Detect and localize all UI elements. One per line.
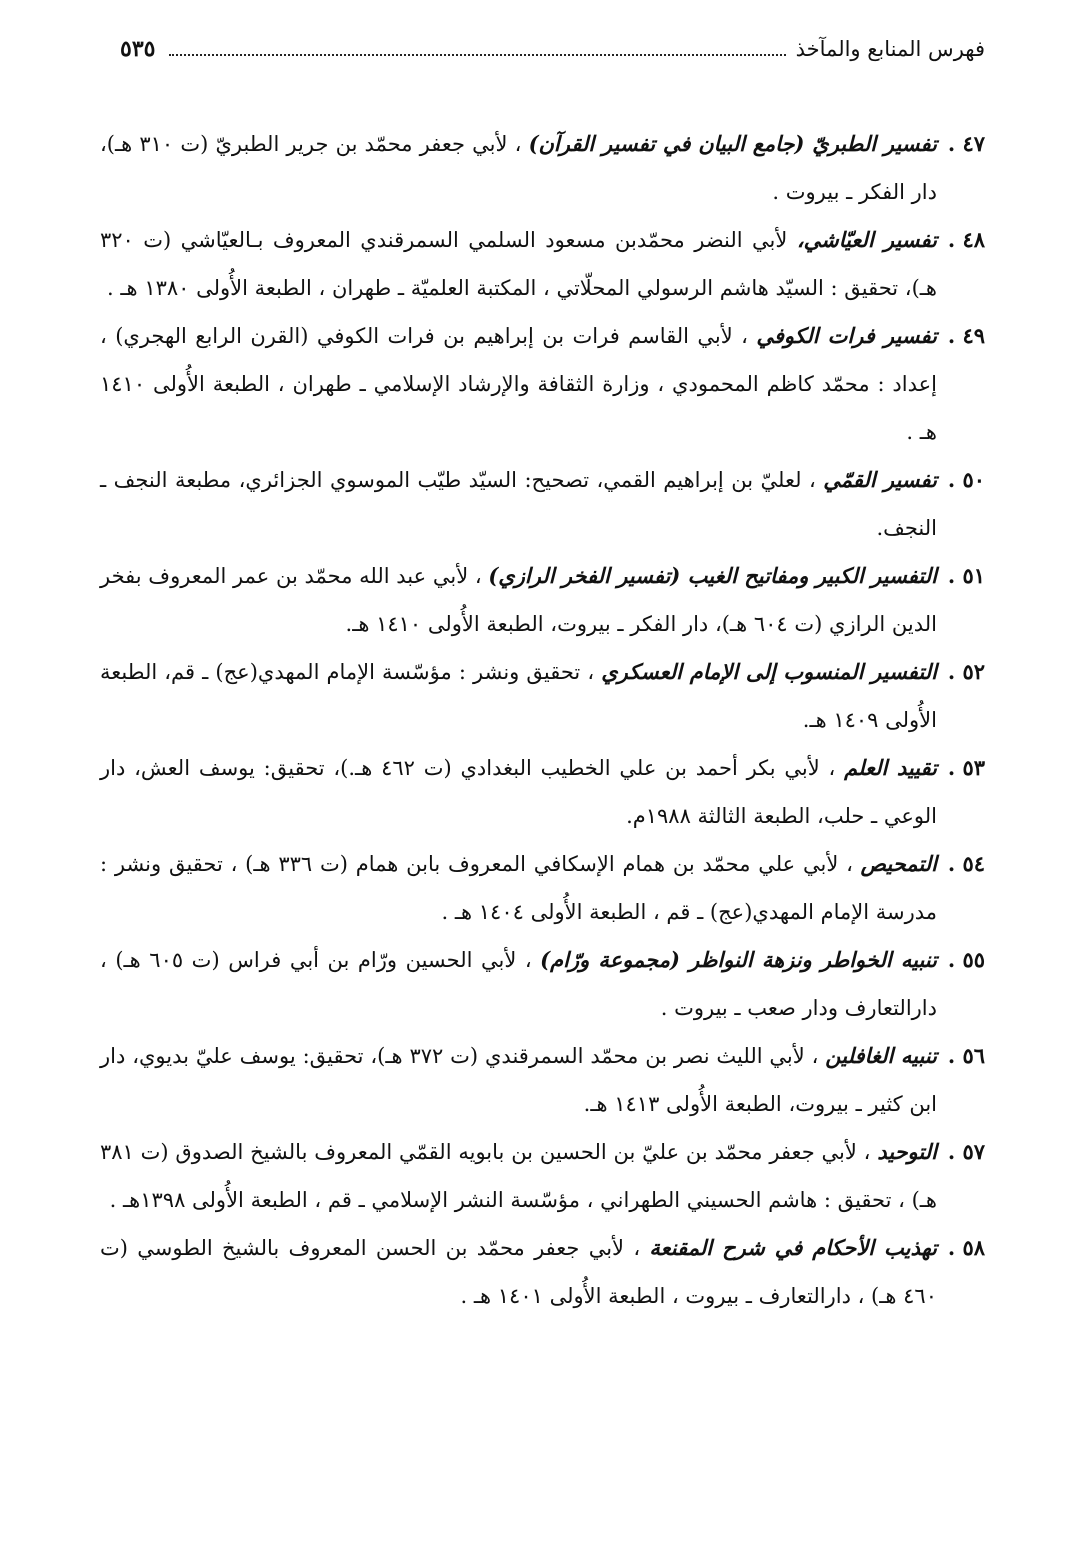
entry-number: ٥٢ . — [947, 659, 985, 684]
bibliography-entry — [100, 648, 985, 744]
entry-text: ، لأبي عبد الله محمّد بن عمر المعروف بفخر الدين الرازي (ت ٦٠٤ هـ)، دار الفكر ـ بيروت، الطبعة الأُولى ١٤١٠ هـ. — [100, 564, 937, 636]
entry-number: ٥٦ . — [947, 1043, 985, 1068]
entry-number: ٥٤ . — [947, 851, 985, 876]
entry-number: ٥٣ . — [947, 755, 985, 780]
entry-number: ٤٨ . — [947, 227, 985, 252]
bibliography-entry — [100, 120, 985, 216]
entry-body — [100, 1032, 937, 1128]
bibliography-entry — [100, 840, 985, 936]
entry-body — [100, 120, 937, 216]
entry-text: ، لأبي جعفر محمّد بن الحسن المعروف بالشيخ الطوسي (ت ٤٦٠ هـ) ، دارالتعارف ـ بيروت ، الطبعة الأُولى ١٤٠١ هـ . — [100, 1236, 937, 1308]
entry-text: ، تحقيق ونشر : مؤسّسة الإمام المهدي(عج) ـ قم، الطبعة الأُولى ١٤٠٩ هـ. — [100, 660, 937, 732]
bibliography-entry — [100, 1224, 985, 1320]
bibliography-entry — [100, 936, 985, 1032]
page-number: ٥٣٥ — [120, 36, 156, 62]
entry-title: التوحيد — [877, 1139, 937, 1164]
entry-body — [100, 1224, 937, 1320]
entry-title: تفسير فرات الكوفي — [756, 323, 937, 348]
entry-number: ٥٠ . — [947, 467, 985, 492]
entry-title: تنبيه الخواطر ونزهة النواظر (مجموعة ورّام) — [540, 947, 937, 972]
entry-body — [100, 216, 937, 312]
entry-text: ، لأبي الحسين ورّام بن أبي فراس (ت ٦٠٥ هـ) ، دارالتعارف ودار صعب ـ بيروت . — [100, 948, 937, 1020]
entry-title: تفسير العيّاشي، — [796, 227, 937, 252]
entry-title: تهذيب الأحكام في شرح المقنعة — [649, 1235, 937, 1260]
bibliography-entry — [100, 216, 985, 312]
entry-number: ٥٧ . — [947, 1139, 985, 1164]
entry-number: ٤٧ . — [947, 131, 985, 156]
entry-body — [100, 1128, 937, 1224]
entry-text: ، لأبي بكر أحمد بن علي الخطيب البغدادي (ت ٤٦٢ هـ.)، تحقيق: يوسف العش، دار الوعي ـ حلب، الطبعة الثالثة ١٩٨٨م. — [100, 756, 937, 828]
entry-title: تفسير الطبريّ (جامع البيان في تفسير القرآن) — [528, 131, 937, 156]
bibliography-entry — [100, 552, 985, 648]
entry-text: ، لعليّ بن إبراهيم القمي، تصحيح: السيّد طيّب الموسوي الجزائري، مطبعة النجف ـ النجف. — [100, 468, 937, 540]
entry-body — [100, 648, 937, 744]
entry-text: ، لأبي الليث نصر بن محمّد السمرقندي (ت ٣٧٢ هـ)، تحقيق: يوسف عليّ بديوي، دار ابن كثير ـ بيروت، الطبعة الأُولى ١٤١٣ هـ. — [100, 1044, 937, 1116]
entry-body — [100, 936, 937, 1032]
bibliography-entry — [100, 312, 985, 456]
entry-text: ، لأبي جعفر محمّد بن جرير الطبريّ (ت ٣١٠ هـ)، دار الفكر ـ بيروت . — [100, 132, 937, 204]
entry-body — [100, 456, 937, 552]
entry-title: التمحيص — [860, 851, 937, 876]
entry-title: تنبيه الغافلين — [825, 1043, 937, 1068]
entry-number: ٥٥ . — [947, 947, 985, 972]
header-dotted-leader — [169, 53, 785, 56]
entry-text: لأبي النضر محمّدبن مسعود السلمي السمرقندي المعروف بـالعيّاشي (ت ٣٢٠ هـ)، تحقيق : السيّد هاشم الرسولي المحلّاتي ، المكتبة العلميّة ـ طهران ، الطبعة الأُولى ١٣٨٠ هـ . — [100, 228, 937, 300]
header-title: فهرس المنابع والمآخذ — [795, 37, 985, 61]
entry-title: تقييد العلم — [844, 755, 937, 780]
entry-body — [100, 840, 937, 936]
entry-title: التفسير الكبير ومفاتيح الغيب (تفسير الفخر الرازي) — [488, 563, 937, 588]
entry-body — [100, 552, 937, 648]
entry-body — [100, 312, 937, 456]
entry-body — [100, 744, 937, 840]
entry-text: ، لأبي علي محمّد بن همام الإسكافي المعروف بابن همام (ت ٣٣٦ هـ) ، تحقيق ونشر : مدرسة الإمام المهدي(عج) ـ قم ، الطبعة الأُولى ١٤٠٤ هـ . — [100, 852, 937, 924]
entry-title: التفسير المنسوب إلى الإمام العسكري — [601, 659, 937, 684]
bibliography-entry — [100, 456, 985, 552]
entry-number: ٥٨ . — [947, 1235, 985, 1260]
bibliography-entry — [100, 1032, 985, 1128]
bibliography-list — [100, 120, 985, 1320]
running-header — [100, 36, 985, 82]
entry-number: ٤٩ . — [947, 323, 985, 348]
document-page — [100, 36, 985, 1320]
bibliography-entry — [100, 1128, 985, 1224]
bibliography-entry — [100, 744, 985, 840]
entry-number: ٥١ . — [947, 563, 985, 588]
entry-text: ، لأبي القاسم فرات بن إبراهيم بن فرات الكوفي (القرن الرابع الهجري) ، إعداد : محمّد كاظم المحمودي ، وزارة الثقافة والإرشاد الإسلامي ـ طهران ، الطبعة الأُولى ١٤١٠ هـ . — [100, 324, 937, 444]
entry-title: تفسير القمّي — [823, 467, 937, 492]
entry-text: ، لأبي جعفر محمّد بن عليّ بن الحسين بن بابويه القمّي المعروف بالشيخ الصدوق (ت ٣٨١ هـ) ، تحقيق : هاشم الحسيني الطهراني ، مؤسّسة النشر الإسلامي ـ قم ، الطبعة الأُولى ١٣٩٨هـ . — [100, 1140, 937, 1212]
